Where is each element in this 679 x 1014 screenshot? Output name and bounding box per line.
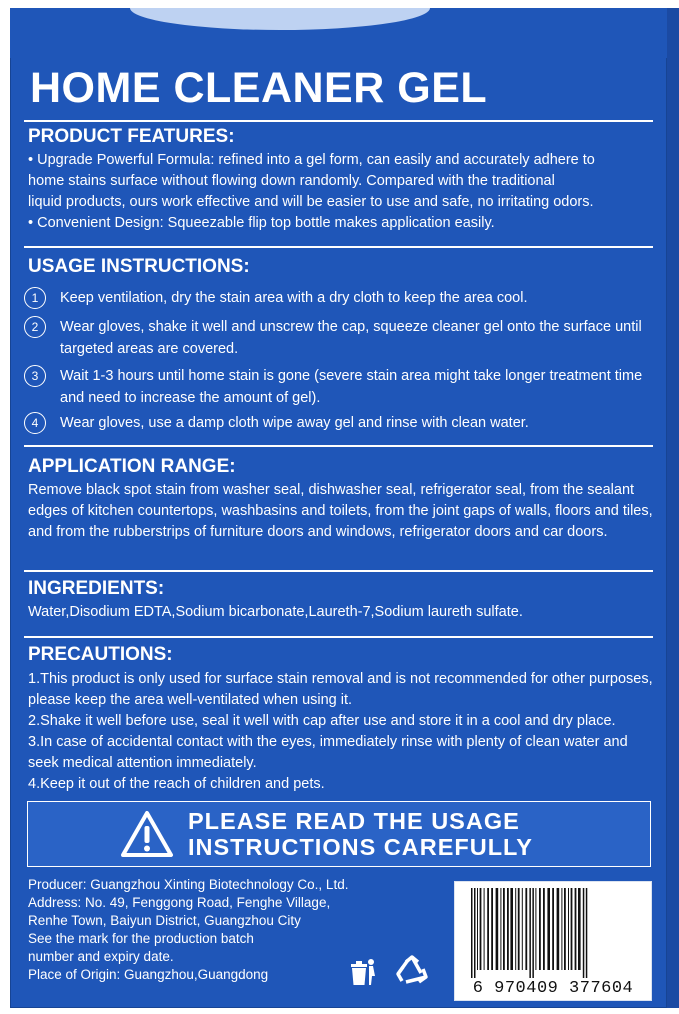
barcode-bars xyxy=(469,888,643,978)
warning-triangle-icon xyxy=(120,810,174,858)
precaution-item: 4.Keep it out of the reach of children and pets. xyxy=(28,776,325,792)
barcode-bar xyxy=(507,888,509,970)
barcode-bar xyxy=(522,888,523,970)
features-line: • Upgrade Powerful Formula: refined into a gel form, can easily and accurately adhere to xyxy=(28,152,595,168)
step-number: 3 xyxy=(24,365,46,387)
barcode-bar xyxy=(586,888,588,978)
producer-line: Place of Origin: Guangzhou,Guangdong xyxy=(28,967,269,982)
product-title xyxy=(30,64,487,113)
warning-text xyxy=(188,808,533,860)
barcode-bar xyxy=(529,888,531,978)
features-line: • Convenient Design: Squeezable flip top bottle makes application easily. xyxy=(28,215,495,231)
step-text: Keep ventilation, dry the stain area with a dry cloth to keep the area cool. xyxy=(60,290,528,306)
step-text: Wait 1-3 hours until home stain is gone (severe stain area might take longer treatment time and need to increase the amount of gel). xyxy=(60,368,643,406)
application-heading: APPLICATION RANGE: xyxy=(28,456,236,477)
barcode-digits: 6 970409 377604 xyxy=(472,979,634,998)
usage-step xyxy=(24,412,660,434)
precaution-item: 2.Shake it well before use, seal it well with cap after use and store it in a cool and dry place. xyxy=(28,713,616,729)
barcode-bar xyxy=(571,888,573,970)
features-text xyxy=(28,150,660,234)
barcode-bar xyxy=(491,888,493,970)
usage-step xyxy=(24,287,660,309)
barcode-bar xyxy=(543,888,545,970)
step-number: 4 xyxy=(24,412,46,434)
barcode-bar xyxy=(515,888,516,970)
step-number: 2 xyxy=(24,316,46,338)
barcode xyxy=(454,881,652,1001)
barcode-bar xyxy=(547,888,550,970)
step-text: Wear gloves, use a damp cloth wipe away gel and rinse with clean water. xyxy=(60,415,529,431)
precautions-list xyxy=(28,669,660,795)
precautions-heading: PRECAUTIONS: xyxy=(28,644,173,665)
divider xyxy=(24,120,653,122)
barcode-bar xyxy=(564,888,566,970)
trash-bin-icon xyxy=(344,954,380,990)
package-back-panel xyxy=(10,8,667,1008)
box-side-edge xyxy=(667,8,679,1008)
barcode-bar xyxy=(477,888,478,970)
usage-heading: USAGE INSTRUCTIONS: xyxy=(28,256,250,277)
barcode-bar xyxy=(557,888,560,970)
step-number: 1 xyxy=(24,287,46,309)
barcode-bar xyxy=(552,888,554,970)
warning-line: PLEASE READ THE USAGE xyxy=(188,808,520,834)
barcode-bar xyxy=(575,888,577,970)
barcode-bar xyxy=(510,888,513,970)
divider xyxy=(24,570,653,572)
top-logo-arc xyxy=(130,8,430,30)
barcode-bar xyxy=(500,888,501,970)
divider xyxy=(24,246,653,248)
ingredients-heading: INGREDIENTS: xyxy=(28,578,165,599)
barcode-bar xyxy=(578,888,581,970)
precaution-item: 3.In case of accidental contact with the eyes, immediately rinse with plenty of clean water and seek medical attention immediately. xyxy=(28,734,628,771)
features-line: liquid products, ours work effective and will be easier to use and safe, no irritating odors. xyxy=(28,194,594,210)
usage-step xyxy=(24,316,660,360)
divider xyxy=(24,636,653,638)
barcode-bar xyxy=(539,888,541,970)
step-text: Wear gloves, shake it well and unscrew the cap, squeeze cleaner gel onto the surface until targeted areas are covered. xyxy=(60,319,642,357)
barcode-bar xyxy=(471,888,473,978)
barcode-bar xyxy=(525,888,527,970)
barcode-bar xyxy=(532,888,534,978)
barcode-bar xyxy=(474,888,476,978)
application-text: Remove black spot stain from washer seal, dishwasher seal, refrigerator seal, from the sealant edges of kitchen countertops, washbasins and toilets, from the joint gaps of walls, floors and tiles, and from the rubberstrips of furniture doors and windows, refrigerator doors and car doors. xyxy=(28,482,653,540)
title-main: HOME CLEANER xyxy=(30,64,385,112)
recycle-icon xyxy=(394,954,430,990)
barcode-bar xyxy=(568,888,569,970)
features-line: home stains surface without flowing down randomly. Compared with the traditional xyxy=(28,173,555,189)
title-accent: GEL xyxy=(397,64,488,112)
divider xyxy=(24,445,653,447)
producer-line: Producer: Guangzhou Xinting Biotechnology Co., Ltd. xyxy=(28,877,349,892)
warning-banner xyxy=(27,801,651,867)
producer-line: number and expiry date. xyxy=(28,949,174,964)
ingredients-text: Water,Disodium EDTA,Sodium bicarbonate,Laureth-7,Sodium laureth sulfate. xyxy=(28,604,523,620)
barcode-bar xyxy=(484,888,485,970)
barcode-bar xyxy=(487,888,489,970)
barcode-bar xyxy=(561,888,562,970)
usage-step xyxy=(24,365,660,409)
producer-line: Address: No. 49, Fenggong Road, Fenghe Village, xyxy=(28,895,331,910)
producer-line: See the mark for the production batch xyxy=(28,931,254,946)
barcode-bar xyxy=(583,888,585,978)
top-flap xyxy=(10,8,667,58)
producer-line: Renhe Town, Baiyun District, Guangzhou City xyxy=(28,913,301,928)
barcode-bar xyxy=(518,888,520,970)
precaution-item: 1.This product is only used for surface stain removal and is not recommended for other purposes, please keep the area well-ventilated when using it. xyxy=(28,671,653,708)
barcode-bar xyxy=(480,888,482,970)
barcode-bar xyxy=(535,888,536,970)
barcode-bar xyxy=(503,888,505,970)
features-heading: PRODUCT FEATURES: xyxy=(28,126,235,147)
barcode-bar xyxy=(496,888,499,970)
warning-line: INSTRUCTIONS CAREFULLY xyxy=(188,834,533,860)
